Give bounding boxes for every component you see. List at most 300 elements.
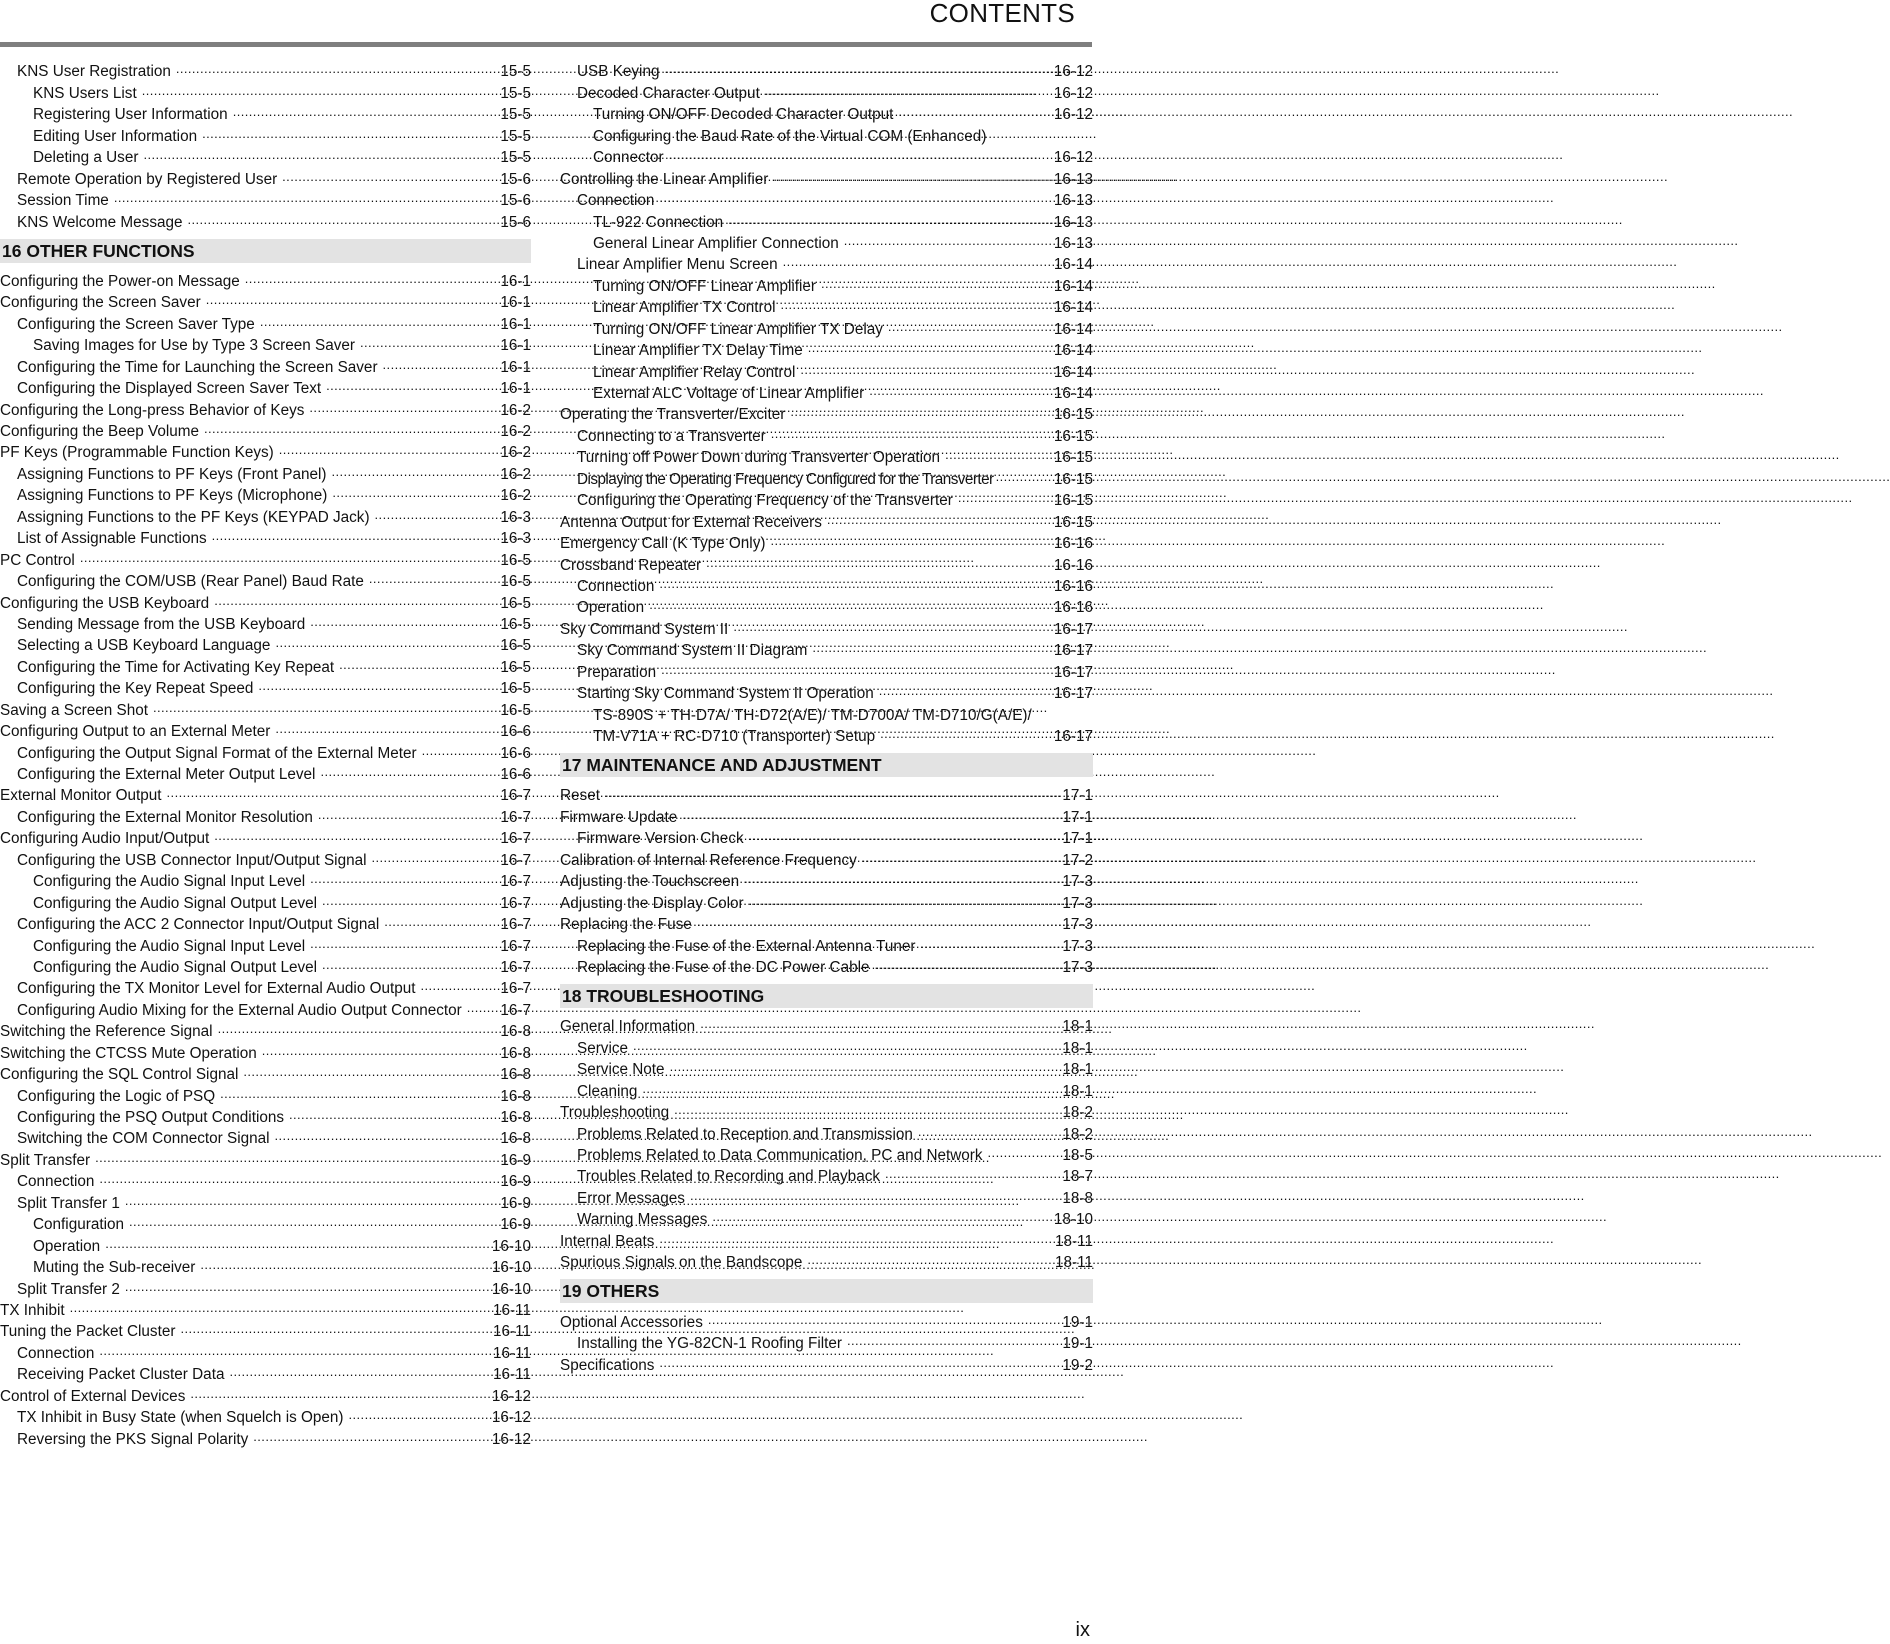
- toc-leader-dots: [309, 399, 493, 416]
- toc-entry[interactable]: [560, 231, 1093, 252]
- toc-leader-dots: [188, 211, 494, 228]
- toc-leader-dots: [212, 527, 494, 544]
- toc-entry-page: 16-11: [493, 1366, 531, 1384]
- toc-leader-dots: [888, 318, 1047, 335]
- toc-entry-page: 17-3: [1062, 873, 1093, 891]
- toc-entry[interactable]: [0, 1426, 531, 1447]
- toc-leader-dots: [649, 596, 1047, 613]
- toc-leader-dots: [206, 291, 494, 308]
- toc-leader-dots: [245, 270, 494, 287]
- toc-entry-title: Remote Operation by Registered User: [17, 170, 278, 188]
- toc-entry-page: 15-5: [500, 127, 531, 145]
- toc-entry[interactable]: [560, 869, 1093, 890]
- toc-leader-dots: [749, 892, 1056, 909]
- toc-leader-dots: [674, 1101, 1055, 1118]
- toc-entry[interactable]: [560, 1309, 1093, 1330]
- toc-entry[interactable]: [0, 869, 531, 890]
- toc-entry[interactable]: [0, 719, 531, 740]
- toc-leader-dots: [233, 103, 494, 120]
- toc-entry-title: Configuring the Screen Saver: [0, 294, 201, 312]
- toc-entry-title: Operation: [577, 599, 645, 617]
- toc-entry[interactable]: [560, 466, 1093, 487]
- toc-entry-page: 15-5: [500, 149, 531, 167]
- toc-entry-page: 18-2: [1062, 1104, 1093, 1122]
- toc-entry-page: 16-5: [500, 658, 531, 676]
- toc-leader-dots: [847, 1332, 1055, 1349]
- toc-entry-page: 16-5: [500, 701, 531, 719]
- toc-entry[interactable]: [560, 1185, 1093, 1206]
- toc-leader-dots: [773, 168, 1047, 185]
- toc-section-heading: 17 MAINTENANCE AND ADJUSTMENT: [560, 753, 1093, 777]
- toc-leader-dots: [744, 870, 1055, 887]
- toc-leader-dots: [706, 554, 1047, 571]
- toc-entry[interactable]: [0, 397, 531, 418]
- toc-leader-dots: [765, 82, 1047, 99]
- toc-leader-dots: [318, 806, 493, 823]
- toc-entry-title: Linear Amplifier Menu Screen: [577, 256, 778, 274]
- toc-entry[interactable]: [0, 654, 531, 675]
- toc-leader-dots: [384, 913, 493, 930]
- toc-entry[interactable]: [560, 531, 1093, 552]
- toc-entry-page: 17-3: [1062, 894, 1093, 912]
- toc-entry[interactable]: [0, 59, 531, 80]
- toc-entry-page: 16-7: [500, 808, 531, 826]
- toc-entry-title: Sky Command System II Diagram: [577, 642, 808, 660]
- toc-entry[interactable]: [0, 1147, 531, 1168]
- toc-entry-title: Configuring the Key Repeat Speed: [17, 680, 254, 698]
- toc-leader-dots: [275, 720, 493, 737]
- toc-entry[interactable]: [0, 912, 531, 933]
- toc-entry[interactable]: [0, 1212, 531, 1233]
- toc-entry-title: Deleting a User: [33, 149, 139, 167]
- toc-entry[interactable]: [0, 1298, 531, 1319]
- toc-entry-page: 16-14: [1053, 277, 1093, 295]
- toc-entry[interactable]: [0, 311, 531, 332]
- toc-entry-page: 16-15: [1053, 427, 1093, 445]
- toc-entry-page: 17-1: [1062, 808, 1093, 826]
- toc-leader-dots: [821, 275, 1047, 292]
- toc-section-heading: 16 OTHER FUNCTIONS: [0, 239, 531, 263]
- toc-entry-title: Configuring the Audio Signal Input Level: [33, 937, 306, 955]
- toc-entry-page: 16-15: [1053, 449, 1093, 467]
- toc-entry[interactable]: [0, 762, 531, 783]
- toc-entry-page: 16-11: [493, 1323, 531, 1341]
- toc-entry-title: Selecting a USB Keyboard Language: [17, 637, 271, 655]
- toc-entry-title: Connection: [577, 192, 655, 210]
- toc-entry-title: Configuring the USB Keyboard: [0, 594, 210, 612]
- toc-entry[interactable]: [560, 252, 1093, 273]
- toc-leader-dots: [143, 146, 493, 163]
- toc-entry[interactable]: [0, 1405, 531, 1426]
- toc-leader-dots: [421, 977, 494, 994]
- toc-entry-title: Configuring the Output Signal Format of the External Meter: [17, 744, 417, 762]
- toc-entry[interactable]: [560, 1057, 1093, 1078]
- toc-leader-dots: [372, 849, 494, 866]
- toc-entry-title: Operating the Transverter/Exciter: [560, 406, 786, 424]
- toc-entry[interactable]: [0, 526, 531, 547]
- toc-leader-dots: [70, 1299, 486, 1316]
- toc-entry[interactable]: [560, 659, 1093, 680]
- toc-entry[interactable]: [0, 440, 531, 461]
- toc-entry-page: 16-15: [1053, 406, 1093, 424]
- toc-entry-page: 16-5: [500, 573, 531, 591]
- toc-entry-page: 16-11: [493, 1301, 531, 1319]
- toc-entry[interactable]: [560, 638, 1093, 659]
- toc-entry[interactable]: [560, 1100, 1093, 1121]
- toc-entry[interactable]: [560, 1352, 1093, 1373]
- toc-entry[interactable]: [0, 1083, 531, 1104]
- toc-entry-page: 16-7: [500, 830, 531, 848]
- toc-entry-title: Assigning Functions to PF Keys (Front Panel): [17, 465, 327, 483]
- toc-entry-title: PC Control: [0, 551, 75, 569]
- toc-entry-title: TL-922 Connection: [593, 213, 724, 231]
- toc-entry-page: 16-16: [1053, 535, 1093, 553]
- toc-entry[interactable]: [560, 209, 1093, 230]
- toc-entry[interactable]: [560, 1250, 1093, 1271]
- toc-entry[interactable]: [0, 847, 531, 868]
- toc-entry-title: Configuring the Audio Signal Input Level: [33, 873, 306, 891]
- toc-entry[interactable]: [0, 612, 531, 633]
- toc-entry-title: Editing User Information: [33, 127, 198, 145]
- toc-entry[interactable]: [0, 697, 531, 718]
- toc-entry-page: 16-12: [491, 1409, 531, 1427]
- toc-entry[interactable]: [560, 1035, 1093, 1056]
- toc-entry-title: Configuring the PSQ Output Conditions: [17, 1109, 285, 1126]
- toc-entry[interactable]: [560, 1014, 1093, 1035]
- toc-entry-title: Configuring the Time for Launching the Screen Saver: [17, 358, 378, 376]
- toc-entry[interactable]: [560, 1331, 1093, 1352]
- toc-entry[interactable]: [560, 1228, 1093, 1249]
- toc-entry-title: Configuring the Long-press Behavior of Keys: [0, 401, 305, 419]
- toc-entry-page: 16-14: [1053, 256, 1093, 274]
- toc-entry-title: Troubles Related to Recording and Playback: [577, 1168, 880, 1186]
- toc-leader-dots: [99, 1342, 486, 1359]
- toc-entry-page: 16-8: [500, 1023, 531, 1041]
- toc-entry[interactable]: [0, 826, 531, 847]
- toc-entry-title: Connection: [577, 577, 655, 595]
- toc-entry-title: Installing the YG-82CN-1 Roofing Filter: [577, 1335, 842, 1353]
- toc-leader-dots: [422, 742, 494, 759]
- toc-leader-dots: [661, 661, 1047, 678]
- toc-entry[interactable]: [0, 290, 531, 311]
- toc-entry-title: Registering User Information: [33, 106, 228, 124]
- toc-entry[interactable]: [560, 338, 1093, 359]
- toc-entry[interactable]: [0, 590, 531, 611]
- toc-entry-title: Configuring the External Meter Output Level: [17, 766, 316, 783]
- toc-entry-title: Configuring the Beep Volume: [0, 423, 199, 440]
- toc-entry-page: 16-7: [500, 958, 531, 976]
- toc-entry[interactable]: [0, 1169, 531, 1190]
- toc-entry[interactable]: [560, 1121, 1093, 1142]
- toc-entry[interactable]: [0, 166, 531, 187]
- toc-entry-title: Configuring the Audio Signal Output Level: [33, 958, 318, 976]
- toc-entry[interactable]: [560, 783, 1093, 804]
- toc-entry-page: 16-7: [500, 873, 531, 891]
- toc-entry[interactable]: [0, 933, 531, 954]
- toc-leader-dots: [670, 1058, 1056, 1075]
- toc-entry[interactable]: [0, 569, 531, 590]
- toc-entry-title: Turning ON/OFF Linear Amplifier: [593, 277, 817, 295]
- toc-entry-title: Split Transfer: [0, 1151, 91, 1169]
- toc-entry[interactable]: [560, 1164, 1093, 1185]
- toc-leader-dots: [918, 1123, 1056, 1140]
- toc-entry[interactable]: [0, 1255, 531, 1276]
- toc-entry[interactable]: [0, 1126, 531, 1147]
- toc-entry[interactable]: [560, 616, 1093, 637]
- toc-entry-title: Controlling the Linear Amplifier: [560, 170, 769, 188]
- toc-entry[interactable]: [0, 997, 531, 1018]
- toc-entry[interactable]: [560, 488, 1093, 509]
- toc-leader-dots: [770, 532, 1046, 549]
- toc-entry-page: 19-2: [1062, 1356, 1093, 1374]
- toc-entry-title: Reset: [560, 787, 600, 805]
- toc-entry[interactable]: [0, 1105, 531, 1126]
- toc-entry-page: 16-2: [500, 423, 531, 440]
- toc-entry[interactable]: [0, 376, 531, 397]
- toc-leader-dots: [125, 1278, 485, 1295]
- toc-entry-title: Adjusting the Display Color: [560, 894, 744, 912]
- toc-entry-page: 16-8: [500, 1087, 531, 1105]
- toc-entry-title-line: TS-890S + TH-D7A/ TH-D72(A/E)/ TM-D700A/ TM-D710/G(A/E)/: [593, 706, 1032, 724]
- page-number: ix: [1075, 1619, 1090, 1641]
- toc-leader-dots: [869, 382, 1047, 399]
- toc-entry[interactable]: [0, 1276, 531, 1297]
- toc-section-heading: 19 OTHERS: [560, 1279, 1093, 1303]
- toc-entry[interactable]: [560, 316, 1093, 337]
- toc-entry[interactable]: [560, 295, 1093, 316]
- toc-entry[interactable]: [560, 145, 1093, 166]
- toc-entry-page: 15-5: [500, 63, 531, 81]
- toc-entry[interactable]: [0, 102, 531, 123]
- toc-entry[interactable]: [0, 1233, 531, 1254]
- toc-entry[interactable]: [560, 912, 1093, 933]
- toc-entry-title: Assigning Functions to the PF Keys (KEYPAD Jack): [17, 508, 370, 526]
- toc-leader-dots: [690, 1187, 1055, 1204]
- toc-entry-page: 16-17: [1053, 685, 1093, 703]
- toc-entry-page: 16-3: [500, 530, 531, 548]
- toc-entry[interactable]: [0, 504, 531, 525]
- toc-entry-title: Specifications: [560, 1356, 655, 1374]
- toc-entry-title: Control of External Devices: [0, 1387, 186, 1405]
- toc-leader-dots: [275, 1127, 494, 1144]
- toc-leader-dots: [200, 1256, 484, 1273]
- toc-entry[interactable]: [0, 209, 531, 230]
- toc-leader-dots: [712, 1208, 1047, 1225]
- toc-entry-title: Replacing the Fuse: [560, 916, 692, 934]
- toc-entry-title: Receiving Packet Cluster Data: [17, 1366, 225, 1384]
- toc-leader-dots: [114, 189, 494, 206]
- toc-leader-dots: [229, 1363, 486, 1380]
- toc-leader-dots: [129, 1213, 493, 1230]
- toc-entry[interactable]: [0, 1383, 531, 1404]
- toc-entry[interactable]: [0, 1019, 531, 1040]
- toc-entry[interactable]: [0, 1362, 531, 1383]
- toc-entry-title: Reversing the PKS Signal Polarity: [17, 1430, 249, 1448]
- toc-leader-dots: [310, 935, 493, 952]
- toc-entry[interactable]: [560, 1143, 1093, 1164]
- toc-entry[interactable]: [0, 145, 531, 166]
- toc-entry-page: 16-9: [500, 1194, 531, 1212]
- toc-entry-title: Turning off Power Down during Transverter Operation: [577, 449, 941, 467]
- toc-entry-page: 16-6: [500, 723, 531, 741]
- toc-entry-page: 16-13: [1053, 213, 1093, 231]
- toc-entry-page: 17-3: [1062, 958, 1093, 976]
- toc-entry-page: 16-8: [500, 1066, 531, 1084]
- toc-leader-dots: [220, 1085, 493, 1102]
- toc-entry-title: Switching the Reference Signal: [0, 1023, 213, 1041]
- toc-leader-dots: [331, 463, 493, 480]
- toc-entry[interactable]: [0, 269, 531, 290]
- toc-leader-dots: [885, 1165, 1055, 1182]
- toc-entry-title: Adjusting the Touchscreen: [560, 873, 740, 891]
- toc-entry-title: Troubleshooting: [560, 1104, 670, 1122]
- toc-entry[interactable]: [0, 80, 531, 101]
- toc-entry[interactable]: [0, 547, 531, 568]
- toc-entry-title: Configuring the Logic of PSQ: [17, 1087, 216, 1105]
- toc-entry[interactable]: [560, 273, 1093, 294]
- toc-entry-page: 16-14: [1053, 299, 1093, 317]
- toc-entry[interactable]: [560, 102, 1093, 123]
- toc-entry[interactable]: [560, 402, 1093, 423]
- toc-entry-page: 16-5: [500, 680, 531, 698]
- toc-leader-dots: [202, 125, 493, 142]
- toc-entry[interactable]: [0, 483, 531, 504]
- toc-entry-page: 16-7: [500, 894, 531, 912]
- toc-leader-dots: [125, 1192, 494, 1209]
- toc-entry[interactable]: [0, 890, 531, 911]
- toc-entry-title: Problems Related to Reception and Transmission: [577, 1125, 913, 1143]
- toc-entry[interactable]: [560, 847, 1093, 868]
- toc-entry-page: 16-10: [491, 1280, 531, 1298]
- toc-entry-title: Sending Message from the USB Keyboard: [17, 615, 306, 633]
- toc-entry-title: KNS Welcome Message: [17, 213, 183, 231]
- toc-entry-title: Firmware Version Check: [577, 830, 744, 848]
- toc-entry-page: 16-8: [500, 1044, 531, 1062]
- toc-entry[interactable]: [560, 166, 1093, 187]
- toc-leader-dots: [310, 870, 493, 887]
- toc-leader-dots: [142, 82, 494, 99]
- toc-entry[interactable]: [560, 423, 1093, 444]
- toc-entry[interactable]: [560, 574, 1093, 595]
- toc-entry[interactable]: [560, 381, 1093, 402]
- toc-entry-title: TX Inhibit in Busy State (when Squelch is Open): [17, 1409, 344, 1427]
- toc-entry-page: 17-1: [1062, 787, 1093, 805]
- toc-entry[interactable]: [560, 890, 1093, 911]
- toc-entry[interactable]: [560, 1207, 1093, 1228]
- toc-entry-title: Decoded Character Output: [577, 84, 760, 102]
- toc-entry[interactable]: [0, 955, 531, 976]
- toc-leader-dots: [322, 892, 493, 909]
- toc-entry-title: Internal Beats: [560, 1232, 655, 1250]
- toc-entry-title: Operation: [33, 1237, 101, 1255]
- toc-entry-title: Switching the COM Connector Signal: [17, 1130, 270, 1148]
- toc-entry[interactable]: [0, 1062, 531, 1083]
- toc-entry[interactable]: [0, 419, 531, 440]
- toc-entry[interactable]: [560, 933, 1093, 954]
- toc-leader-dots: [733, 618, 1047, 635]
- toc-entry-page: 16-2: [500, 444, 531, 462]
- toc-entry-page: 16-7: [500, 980, 531, 998]
- toc-entry[interactable]: [560, 552, 1093, 573]
- toc-entry[interactable]: [560, 359, 1093, 380]
- toc-entry[interactable]: [0, 976, 531, 997]
- toc-entry-page: 16-1: [500, 380, 531, 398]
- toc-entry[interactable]: [0, 188, 531, 209]
- toc-entry[interactable]: [560, 80, 1093, 101]
- toc-entry-title: Error Messages: [577, 1189, 685, 1207]
- toc-leader-dots: [669, 146, 1047, 163]
- toc-entry[interactable]: [560, 188, 1093, 209]
- toc-entry[interactable]: [560, 509, 1093, 530]
- toc-entry-title: Cleaning: [577, 1082, 638, 1100]
- toc-entry[interactable]: [0, 1190, 531, 1211]
- toc-entry[interactable]: [560, 595, 1093, 616]
- toc-leader-dots: [862, 849, 1056, 866]
- toc-leader-dots: [659, 1230, 1048, 1247]
- toc-entry[interactable]: [0, 333, 531, 354]
- toc-entry[interactable]: [0, 676, 531, 697]
- toc-entry-page: 16-15: [1053, 513, 1093, 531]
- toc-leader-dots: [369, 570, 493, 587]
- toc-entry[interactable]: [0, 740, 531, 761]
- toc-entry-title: Optional Accessories: [560, 1313, 703, 1331]
- toc-entry[interactable]: [560, 724, 1093, 745]
- toc-leader-dots: [253, 1428, 485, 1445]
- toc-entry-title: Configuring Output to an External Meter: [0, 723, 271, 741]
- toc-entry-page: 16-17: [1053, 663, 1093, 681]
- toc-entry[interactable]: [560, 1078, 1093, 1099]
- toc-entry-title: Replacing the Fuse of the DC Power Cable: [577, 958, 870, 976]
- toc-leader-dots: [659, 1354, 1055, 1371]
- toc-leader-dots: [320, 763, 493, 780]
- toc-entry-page: 16-5: [500, 594, 531, 612]
- toc-entry-page: 15-6: [500, 192, 531, 210]
- toc-entry[interactable]: [560, 681, 1093, 702]
- toc-entry[interactable]: [0, 783, 531, 804]
- toc-entry[interactable]: [0, 1319, 531, 1340]
- toc-entry[interactable]: [0, 633, 531, 654]
- toc-entry-page: 16-14: [1053, 320, 1093, 338]
- toc-entry[interactable]: [0, 123, 531, 144]
- page-header-title: CONTENTS: [929, 0, 1075, 28]
- toc-leader-dots: [633, 1037, 1055, 1054]
- toc-entry-page: 16-11: [493, 1344, 531, 1362]
- toc-entry[interactable]: [560, 804, 1093, 825]
- toc-entry[interactable]: [0, 1040, 531, 1061]
- toc-entry-title: Configuring the Power-on Message: [0, 272, 240, 290]
- toc-leader-dots: [664, 60, 1046, 77]
- toc-entry-title: KNS Users List: [33, 84, 137, 102]
- toc-entry-page: 16-13: [1053, 170, 1093, 188]
- toc-leader-dots: [790, 403, 1047, 420]
- toc-entry[interactable]: [560, 59, 1093, 80]
- toc-entry-page: 16-16: [1053, 599, 1093, 617]
- toc-entry[interactable]: [560, 445, 1093, 466]
- toc-entry-page: 16-15: [1053, 492, 1093, 510]
- toc-entry[interactable]: [560, 826, 1093, 847]
- toc-entry[interactable]: [0, 461, 531, 482]
- toc-entry[interactable]: [560, 955, 1093, 976]
- toc-entry-page: 16-8: [500, 1130, 531, 1148]
- toc-entry[interactable]: [0, 804, 531, 825]
- toc-entry[interactable]: [0, 354, 531, 375]
- toc-entry-title: Switching the CTCSS Mute Operation: [0, 1044, 257, 1062]
- toc-entry-page: 16-7: [500, 851, 531, 869]
- toc-entry-page: 16-13: [1053, 192, 1093, 210]
- toc-entry-page: 16-6: [500, 744, 531, 762]
- toc-entry[interactable]: [0, 1340, 531, 1361]
- toc-entry-page: 18-1: [1062, 1018, 1093, 1036]
